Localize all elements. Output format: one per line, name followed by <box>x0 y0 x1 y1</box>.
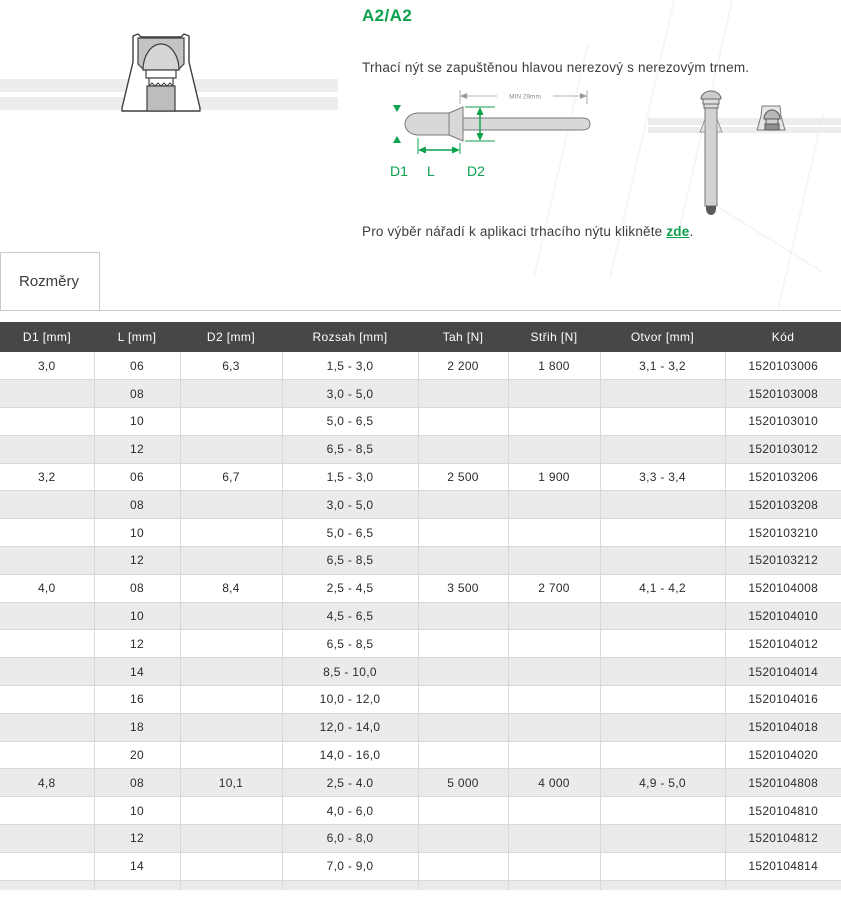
table-cell <box>180 547 282 575</box>
table-cell <box>508 435 600 463</box>
table-cell: 2 500 <box>418 463 508 491</box>
table-cell: 12,0 - 14,0 <box>282 713 418 741</box>
table-cell <box>0 713 94 741</box>
table-cell <box>600 380 725 408</box>
table-cell: 20 <box>94 741 180 769</box>
table-cell <box>600 602 725 630</box>
table-cell: 6,5 - 8,5 <box>282 547 418 575</box>
tool-selection-link[interactable]: zde <box>666 224 690 239</box>
table-cell: 12 <box>94 825 180 853</box>
table-cell <box>0 686 94 714</box>
product-description: Trhací nýt se zapuštěnou hlavou nerezový s nerezovým trnem. <box>362 60 750 75</box>
table-cell <box>0 880 94 890</box>
table-cell: 3,2 <box>0 463 94 491</box>
table-cell: 1520104010 <box>725 602 841 630</box>
table-cell: 4,8 <box>0 769 94 797</box>
table-cell <box>600 686 725 714</box>
background-streak <box>778 112 825 307</box>
table-cell <box>0 435 94 463</box>
table-cell <box>508 519 600 547</box>
table-header <box>0 322 841 352</box>
table-cell: 5,0 - 6,5 <box>282 519 418 547</box>
table-row <box>0 797 841 825</box>
table-cell: 3,1 - 3,2 <box>600 352 725 380</box>
table-cell <box>508 852 600 880</box>
table-cell <box>418 380 508 408</box>
table-cell <box>0 797 94 825</box>
table-cell <box>180 741 282 769</box>
table-cell <box>508 408 600 436</box>
table-cell: 18 <box>94 713 180 741</box>
table-cell <box>600 547 725 575</box>
table-cell: 4,5 - 6,5 <box>282 602 418 630</box>
table-cell: 3,0 - 5,0 <box>282 380 418 408</box>
table-cell: 1520103212 <box>725 547 841 575</box>
table-row <box>0 574 841 602</box>
table-row <box>0 825 841 853</box>
l-label: L <box>427 163 435 179</box>
table-row-clipped <box>0 880 841 890</box>
table-cell <box>282 880 418 890</box>
table-cell <box>418 408 508 436</box>
table-cell: 7,0 - 9,0 <box>282 852 418 880</box>
table-cell <box>600 630 725 658</box>
table-cell <box>180 408 282 436</box>
table-cell: 3 500 <box>418 574 508 602</box>
table-cell <box>600 519 725 547</box>
table-cell <box>508 797 600 825</box>
table-cell <box>0 547 94 575</box>
table-cell: 5 000 <box>418 769 508 797</box>
column-header-rozsah: Rozsah [mm] <box>282 322 418 352</box>
rivet-cross-section-image <box>120 32 202 116</box>
table-cell <box>600 713 725 741</box>
table-cell: 6,3 <box>180 352 282 380</box>
table-cell: 1520104810 <box>725 797 841 825</box>
table-cell: 3,0 <box>0 352 94 380</box>
table-cell: 14 <box>94 658 180 686</box>
cta-prefix: Pro výběr nářadí k aplikaci trhacího nýtu klikněte <box>362 224 667 239</box>
table-cell <box>418 741 508 769</box>
page-title: A2/A2 <box>362 6 413 25</box>
table-cell <box>94 880 180 890</box>
table-cell <box>418 519 508 547</box>
table-cell: 16 <box>94 686 180 714</box>
table-cell <box>180 380 282 408</box>
table-cell: 5,0 - 6,5 <box>282 408 418 436</box>
table-cell <box>600 825 725 853</box>
table-cell: 1520104018 <box>725 713 841 741</box>
table-cell: 08 <box>94 380 180 408</box>
table-cell <box>600 852 725 880</box>
table-cell <box>418 602 508 630</box>
table-cell <box>0 825 94 853</box>
table-cell <box>508 825 600 853</box>
table-cell <box>180 825 282 853</box>
table-cell <box>600 658 725 686</box>
table-cell <box>180 602 282 630</box>
table-cell <box>418 658 508 686</box>
table-cell <box>180 852 282 880</box>
table-cell <box>0 658 94 686</box>
table-cell: 3,0 - 5,0 <box>282 491 418 519</box>
table-cell: 1520104808 <box>725 769 841 797</box>
table-cell: 2 200 <box>418 352 508 380</box>
plate-band <box>648 127 841 133</box>
table-cell: 1520104812 <box>725 825 841 853</box>
table-cell <box>180 880 282 890</box>
table-cell <box>418 630 508 658</box>
table-cell <box>0 491 94 519</box>
table-cell <box>0 630 94 658</box>
table-cell <box>418 686 508 714</box>
table-row <box>0 380 841 408</box>
background-streak <box>720 207 823 272</box>
table-cell: 1520103208 <box>725 491 841 519</box>
table-row <box>0 658 841 686</box>
table-cell <box>0 519 94 547</box>
table-cell <box>508 713 600 741</box>
d2-label: D2 <box>467 163 485 179</box>
table-cell: 06 <box>94 352 180 380</box>
table-cell: 1,5 - 3,0 <box>282 352 418 380</box>
hero-section <box>0 0 841 310</box>
dimensions-table <box>0 322 841 890</box>
table-cell: 1520104814 <box>725 852 841 880</box>
table-cell: 14 <box>94 852 180 880</box>
table-row <box>0 435 841 463</box>
table-row <box>0 602 841 630</box>
table-cell: 1520104012 <box>725 630 841 658</box>
table-cell <box>600 797 725 825</box>
table-header-row <box>0 322 841 352</box>
table-cell <box>418 852 508 880</box>
table-cell <box>600 880 725 890</box>
table-cell <box>508 880 600 890</box>
table-cell: 4,0 <box>0 574 94 602</box>
table-cell: 1520103012 <box>725 435 841 463</box>
table-cell: 10 <box>94 602 180 630</box>
tool-selection-cta <box>362 224 693 239</box>
table-row <box>0 408 841 436</box>
table-cell: 08 <box>94 574 180 602</box>
table-cell <box>725 880 841 890</box>
table-cell <box>180 630 282 658</box>
table-cell: 1520103010 <box>725 408 841 436</box>
tab-divider <box>0 310 841 311</box>
table-row <box>0 547 841 575</box>
table-cell: 1520103008 <box>725 380 841 408</box>
column-header-kod: Kód <box>725 322 841 352</box>
table-cell <box>508 602 600 630</box>
min-length-label: MIN 29mm <box>509 93 541 101</box>
table-cell <box>180 686 282 714</box>
table-row <box>0 519 841 547</box>
table-cell <box>418 880 508 890</box>
table-cell: 1520104008 <box>725 574 841 602</box>
table-body <box>0 352 841 890</box>
table-cell <box>508 380 600 408</box>
table-cell <box>0 741 94 769</box>
table-row <box>0 713 841 741</box>
table-cell <box>180 519 282 547</box>
table-cell <box>180 797 282 825</box>
table-cell <box>600 741 725 769</box>
table-cell: 08 <box>94 491 180 519</box>
rivet-before-installation-image <box>699 86 723 216</box>
cta-suffix: . <box>689 224 694 239</box>
table-cell <box>418 797 508 825</box>
column-header-d1: D1 [mm] <box>0 322 94 352</box>
table-cell: 8,4 <box>180 574 282 602</box>
table-cell <box>418 491 508 519</box>
table-cell <box>418 825 508 853</box>
table-cell <box>0 408 94 436</box>
table-cell: 8,5 - 10,0 <box>282 658 418 686</box>
table-cell <box>600 491 725 519</box>
table-cell <box>180 491 282 519</box>
table-cell <box>180 713 282 741</box>
column-header-strih: Střih [N] <box>508 322 600 352</box>
table-cell: 1520104016 <box>725 686 841 714</box>
table-cell: 10,1 <box>180 769 282 797</box>
table-cell: 12 <box>94 435 180 463</box>
table-row <box>0 352 841 380</box>
table-cell <box>508 658 600 686</box>
table-row <box>0 852 841 880</box>
table-cell: 1520104014 <box>725 658 841 686</box>
table-cell <box>0 380 94 408</box>
table-cell <box>508 741 600 769</box>
table-cell <box>418 713 508 741</box>
table-cell: 10 <box>94 519 180 547</box>
table-cell: 12 <box>94 547 180 575</box>
table-cell: 2,5 - 4.0 <box>282 769 418 797</box>
table-cell: 4 000 <box>508 769 600 797</box>
table-cell: 1520104020 <box>725 741 841 769</box>
spec-table <box>0 322 841 890</box>
table-cell: 6,0 - 8,0 <box>282 825 418 853</box>
table-cell: 2,5 - 4,5 <box>282 574 418 602</box>
table-cell <box>0 602 94 630</box>
table-cell: 6,7 <box>180 463 282 491</box>
table-cell: 3,3 - 3,4 <box>600 463 725 491</box>
table-cell: 6,5 - 8,5 <box>282 435 418 463</box>
table-row <box>0 630 841 658</box>
table-cell <box>418 547 508 575</box>
table-cell: 2 700 <box>508 574 600 602</box>
table-cell: 1 900 <box>508 463 600 491</box>
table-cell: 4,1 - 4,2 <box>600 574 725 602</box>
table-cell: 10,0 - 12,0 <box>282 686 418 714</box>
table-cell <box>180 435 282 463</box>
table-cell: 1 800 <box>508 352 600 380</box>
table-cell: 1520103006 <box>725 352 841 380</box>
table-cell <box>600 408 725 436</box>
table-row <box>0 769 841 797</box>
table-cell: 4,9 - 5,0 <box>600 769 725 797</box>
table-row <box>0 741 841 769</box>
table-cell: 6,5 - 8,5 <box>282 630 418 658</box>
table-cell: 1520103206 <box>725 463 841 491</box>
table-cell: 14,0 - 16,0 <box>282 741 418 769</box>
table-cell <box>418 435 508 463</box>
tab-rozmery-label: Rozměry <box>19 273 80 290</box>
table-cell <box>180 658 282 686</box>
table-cell <box>0 852 94 880</box>
table-cell: 06 <box>94 463 180 491</box>
table-cell: 1520103210 <box>725 519 841 547</box>
table-cell: 10 <box>94 408 180 436</box>
table-cell <box>508 491 600 519</box>
table-cell: 10 <box>94 797 180 825</box>
table-cell <box>600 435 725 463</box>
tab-rozmery[interactable] <box>0 252 100 310</box>
table-cell: 12 <box>94 630 180 658</box>
table-cell <box>508 686 600 714</box>
table-row <box>0 491 841 519</box>
table-cell <box>508 547 600 575</box>
table-cell: 08 <box>94 769 180 797</box>
table-cell: 1,5 - 3,0 <box>282 463 418 491</box>
table-cell: 4,0 - 6,0 <box>282 797 418 825</box>
table-cell <box>508 630 600 658</box>
rivet-installed-image <box>755 104 787 134</box>
table-row <box>0 686 841 714</box>
column-header-otvor: Otvor [mm] <box>600 322 725 352</box>
column-header-l: L [mm] <box>94 322 180 352</box>
plate-band <box>648 118 841 125</box>
rivet-dimension-diagram <box>385 86 620 186</box>
column-header-tah: Tah [N] <box>418 322 508 352</box>
d1-label: D1 <box>390 163 408 179</box>
table-row <box>0 463 841 491</box>
column-header-d2: D2 [mm] <box>180 322 282 352</box>
